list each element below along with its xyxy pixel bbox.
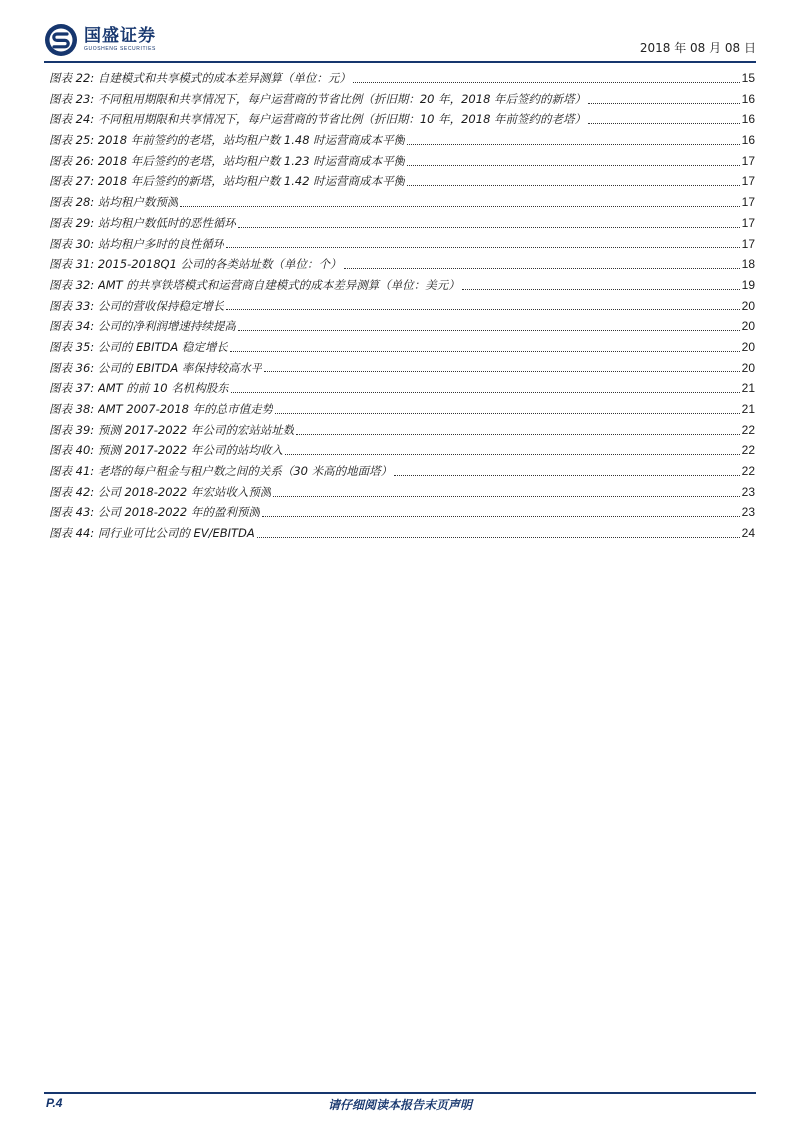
toc-entry-label: 图表 24: (49, 112, 95, 127)
toc-entry[interactable] (49, 358, 755, 379)
toc-entry-label: 图表 31: (49, 257, 95, 272)
toc-entry-title: AMT 的前 10 名机构股东 (97, 381, 229, 396)
toc-entry[interactable] (49, 296, 755, 317)
toc-dot-leader (353, 82, 740, 83)
report-date: 2018 年 08 月 08 日 (639, 41, 756, 55)
toc-entry[interactable] (49, 378, 755, 399)
toc-entry-label: 图表 35: (49, 339, 95, 354)
logo-english-name: GUOSHENG SECURITIES (84, 46, 156, 52)
toc-entry-page: 16 (741, 112, 755, 127)
toc-entry-label: 图表 26: (49, 153, 95, 168)
toc-entry-page: 23 (741, 484, 755, 499)
toc-entry-page: 17 (741, 195, 755, 210)
toc-entry-title: 公司的 EBITDA 率保持较高水平 (97, 360, 263, 375)
toc-entry-title: 站均租户数低时的恶性循环 (97, 215, 236, 230)
toc-entry-title: 同行业可比公司的 EV/EBITDA (97, 526, 255, 541)
toc-entry[interactable] (49, 420, 755, 441)
toc-entry-page: 20 (741, 339, 755, 354)
toc-entry-label: 图表 38: (49, 402, 95, 416)
toc-entry-title: 公司 2018-2022 年宏站收入预测 (97, 484, 272, 499)
company-logo (44, 22, 156, 58)
guosheng-logo-icon (44, 23, 78, 57)
toc-entry-label: 图表 22: (49, 71, 95, 85)
toc-entry[interactable] (49, 482, 755, 503)
header-divider (44, 61, 756, 63)
toc-entry-title: 2015-2018Q1 公司的各类站址数（单位：个） (97, 257, 342, 272)
toc-entry-page: 21 (741, 381, 755, 396)
toc-entry-page: 19 (741, 277, 755, 292)
toc-entry[interactable] (49, 461, 755, 482)
toc-entry-label: 图表 40: (49, 443, 95, 458)
toc-entry[interactable] (49, 130, 755, 151)
toc-entry-title: 预测 2017-2022 年公司的站均收入 (97, 443, 283, 458)
toc-entry-page: 16 (741, 91, 755, 106)
toc-dot-leader (588, 103, 740, 104)
toc-entry[interactable] (49, 192, 755, 213)
toc-entry-title: 公司的 EBITDA 稳定增长 (97, 339, 228, 354)
toc-entry[interactable] (49, 171, 755, 192)
toc-entry-page: 15 (741, 71, 755, 85)
toc-entry[interactable] (49, 254, 755, 275)
toc-entry-page: 17 (741, 236, 755, 251)
toc-entry-label: 图表 37: (49, 381, 95, 396)
logo-chinese-name: 国盛证券 (84, 26, 156, 46)
toc-entry-title: AMT 2007-2018 年的总市值走势 (97, 402, 274, 416)
footer-divider (44, 1092, 756, 1094)
toc-dot-leader (407, 144, 739, 145)
toc-entry[interactable] (49, 399, 755, 420)
toc-entry-label: 图表 44: (49, 526, 95, 541)
toc-dot-leader (230, 351, 740, 352)
toc-entry-title: 公司的营收保持稳定增长 (97, 298, 225, 313)
toc-entry[interactable] (49, 316, 755, 337)
toc-entry-label: 图表 30: (49, 236, 95, 251)
toc-dot-leader (226, 309, 739, 310)
toc-dot-leader (231, 392, 740, 393)
toc-entry-title: 2018 年后签约的老塔，站均租户数 1.23 时运营商成本平衡 (97, 153, 406, 168)
toc-entry-title: AMT 的共享铁塔模式和运营商自建模式的成本差异测算（单位：美元） (97, 277, 460, 292)
toc-entry-page: 20 (741, 319, 755, 334)
toc-dot-leader (262, 516, 740, 517)
toc-entry-page: 16 (741, 133, 755, 148)
page-number: P.4 (46, 1096, 63, 1110)
toc-entry-title: 2018 年后签约的新塔，站均租户数 1.42 时运营商成本平衡 (97, 174, 406, 189)
disclaimer-note: 请仔细阅读本报告末页声明 (327, 1098, 472, 1112)
toc-dot-leader (226, 247, 739, 248)
toc-dot-leader (588, 123, 740, 124)
toc-entry-label: 图表 36: (49, 360, 95, 375)
toc-dot-leader (264, 371, 739, 372)
toc-entry-page: 22 (741, 422, 755, 437)
toc-entry[interactable] (49, 109, 755, 130)
toc-entry-label: 图表 29: (49, 215, 95, 230)
toc-entry-page: 21 (741, 402, 755, 416)
toc-entry-label: 图表 33: (49, 298, 95, 313)
toc-dot-leader (273, 496, 739, 497)
toc-entry-page: 17 (741, 215, 755, 230)
toc-entry-page: 18 (741, 257, 755, 272)
toc-dot-leader (394, 475, 740, 476)
toc-dot-leader (238, 330, 740, 331)
toc-entry-title: 预测 2017-2022 年公司的宏站站址数 (97, 422, 295, 437)
toc-entry[interactable] (49, 275, 755, 296)
toc-entry-title: 公司 2018-2022 年的盈利预测 (97, 505, 260, 520)
toc-entry[interactable] (49, 440, 755, 461)
toc-entry-label: 图表 23: (49, 91, 95, 106)
toc-entry[interactable] (49, 213, 755, 234)
figure-index-list (49, 68, 755, 544)
toc-entry-label: 图表 42: (49, 484, 95, 499)
toc-entry[interactable] (49, 89, 755, 110)
toc-dot-leader (180, 206, 739, 207)
page-header (44, 22, 756, 60)
toc-entry-title: 2018 年前签约的老塔，站均租户数 1.48 时运营商成本平衡 (97, 133, 406, 148)
toc-dot-leader (407, 185, 739, 186)
toc-entry-label: 图表 41: (49, 464, 95, 479)
toc-entry-page: 22 (741, 443, 755, 458)
toc-entry-page: 20 (741, 360, 755, 375)
toc-dot-leader (296, 434, 739, 435)
toc-entry-page: 23 (741, 505, 755, 520)
toc-entry-title: 不同租用期限和共享情况下，每户运营商的节省比例（折旧期：20 年，2018 年后签约的新塔） (97, 91, 587, 106)
toc-entry[interactable] (49, 337, 755, 358)
toc-entry-title: 自建模式和共享模式的成本差异测算（单位：元） (97, 71, 351, 85)
toc-entry-title: 公司的净利润增速持续提高 (97, 319, 236, 334)
toc-entry-label: 图表 39: (49, 422, 95, 437)
toc-entry[interactable] (49, 151, 755, 172)
toc-entry[interactable] (49, 68, 755, 89)
toc-entry-label: 图表 25: (49, 133, 95, 148)
toc-entry-title: 不同租用期限和共享情况下，每户运营商的节省比例（折旧期：10 年，2018 年前签约的老塔） (97, 112, 587, 127)
toc-entry[interactable] (49, 502, 755, 523)
toc-entry[interactable] (49, 523, 755, 544)
toc-entry-page: 22 (741, 464, 755, 479)
toc-entry-label: 图表 34: (49, 319, 95, 334)
toc-entry-label: 图表 43: (49, 505, 95, 520)
toc-entry-page: 20 (741, 298, 755, 313)
toc-dot-leader (285, 454, 740, 455)
toc-dot-leader (462, 289, 740, 290)
toc-dot-leader (275, 413, 740, 414)
toc-entry-page: 17 (741, 174, 755, 189)
toc-dot-leader (238, 227, 740, 228)
toc-entry[interactable] (49, 234, 755, 255)
toc-entry-label: 图表 32: (49, 277, 95, 292)
toc-entry-title: 站均租户多时的良性循环 (97, 236, 225, 251)
toc-entry-label: 图表 27: (49, 174, 95, 189)
toc-entry-label: 图表 28: (49, 195, 95, 210)
toc-entry-page: 24 (741, 526, 755, 541)
toc-dot-leader (257, 537, 740, 538)
toc-entry-title: 站均租户数预测 (97, 195, 179, 210)
toc-dot-leader (344, 268, 740, 269)
toc-entry-page: 17 (741, 153, 755, 168)
toc-dot-leader (407, 165, 739, 166)
toc-entry-title: 老塔的每户租金与租户数之间的关系（30 米高的地面塔） (97, 464, 393, 479)
